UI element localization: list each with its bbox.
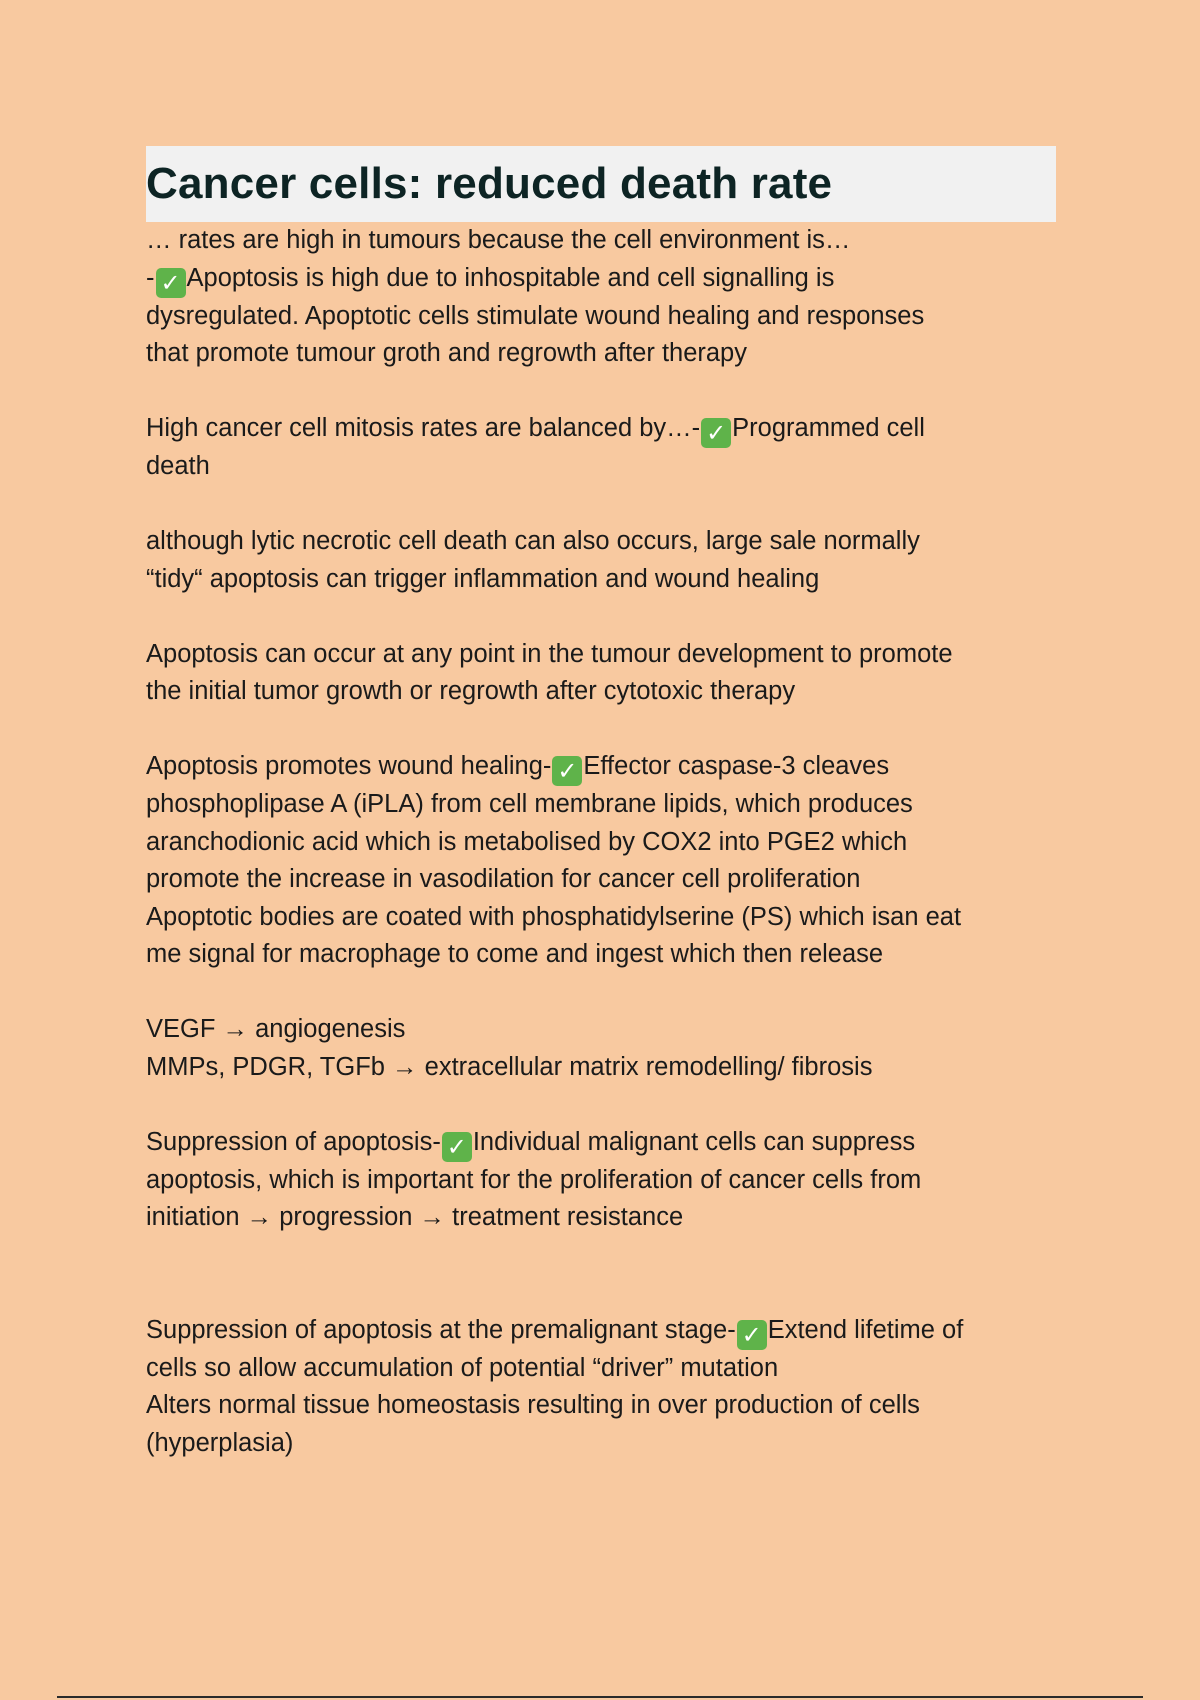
text-line <box>146 1199 1056 1237</box>
line-text-after-check: Extend lifetime of <box>767 1315 964 1344</box>
footer-divider <box>57 1696 1143 1698</box>
text-line <box>146 1049 1056 1087</box>
line-text: Apoptosis can occur at any point in the tumour development to promote <box>146 639 953 668</box>
line-text: High cancer cell mitosis rates are balanced by…- <box>146 414 701 442</box>
line-text: although lytic necrotic cell death can also occurs, large sale normally <box>146 527 920 555</box>
line-text: aranchodionic acid which is metabolised by COX2 into PGE2 which <box>146 827 908 856</box>
paragraph-block <box>146 1124 1056 1237</box>
line-text: cells so allow accumulation of potential “driver” mutation <box>146 1353 779 1382</box>
text-line <box>146 636 1056 674</box>
title-banner <box>146 146 1056 222</box>
paragraph-block <box>146 410 1056 486</box>
text-line <box>146 1425 1056 1463</box>
check-mark-icon: ✓ <box>552 756 582 786</box>
text-line <box>146 1350 1056 1388</box>
text-line <box>146 1312 1056 1350</box>
line-text: … rates are high in tumours because the cell environment is… <box>146 226 851 254</box>
text-line <box>146 786 1056 824</box>
paragraph-block <box>146 1312 1056 1463</box>
check-mark-icon: ✓ <box>156 268 186 298</box>
text-line <box>146 448 1056 486</box>
line-text: MMPs, PDGR, TGFb → extracellular matrix remodelling/ fibrosis <box>146 1052 873 1081</box>
text-line <box>146 1124 1056 1162</box>
line-text: Alters normal tissue homeostasis resulting in over production of cells <box>146 1391 920 1419</box>
paragraph-block <box>146 636 1056 711</box>
text-line <box>146 222 1056 260</box>
text-line <box>146 335 1056 373</box>
line-text: dysregulated. Apoptotic cells stimulate wound healing and responses <box>146 301 925 330</box>
text-line <box>146 1011 1056 1049</box>
line-text: that promote tumour groth and regrowth after therapy <box>146 339 747 367</box>
line-text-after-check: Apoptosis is high due to inhospitable and cell signalling is <box>186 263 835 292</box>
text-line <box>146 410 1056 448</box>
line-text: promote the increase in vasodilation for cancer cell proliferation <box>146 865 861 893</box>
paragraph-block <box>146 222 1056 373</box>
check-mark-icon: ✓ <box>442 1132 472 1162</box>
line-text: initiation → progression → treatment resistance <box>146 1203 684 1231</box>
paragraph-block <box>146 523 1056 598</box>
text-line <box>146 673 1056 711</box>
line-text: death <box>146 452 210 480</box>
text-line <box>146 561 1056 599</box>
line-text: Apoptotic bodies are coated with phosphatidylserine (PS) which isan eat <box>146 902 962 931</box>
text-line <box>146 1387 1056 1425</box>
line-text: phosphoplipase A (iPLA) from cell membrane lipids, which produces <box>146 790 913 818</box>
line-text: Suppression of apoptosis at the premalignant stage- <box>146 1315 736 1344</box>
line-text: the initial tumor growth or regrowth after cytotoxic therapy <box>146 677 796 705</box>
text-line <box>146 523 1056 561</box>
line-text-after-check: Programmed cell <box>732 414 925 442</box>
text-line <box>146 824 1056 862</box>
text-line <box>146 899 1056 937</box>
line-text: “tidy“ apoptosis can trigger inflammation and wound healing <box>146 564 820 593</box>
text-line <box>146 1162 1056 1200</box>
paragraph-block <box>146 748 1056 974</box>
document-body <box>146 222 1056 1462</box>
line-text: - <box>146 263 155 292</box>
line-text-after-check: Individual malignant cells can suppress <box>472 1127 916 1156</box>
line-text: apoptosis, which is important for the proliferation of cancer cells from <box>146 1165 922 1194</box>
text-line <box>146 748 1056 786</box>
page-title: Cancer cells: reduced death rate <box>146 159 833 208</box>
line-text: (hyperplasia) <box>146 1428 294 1457</box>
document-page <box>146 146 1056 1500</box>
line-text: VEGF → angiogenesis <box>146 1015 406 1043</box>
text-line <box>146 298 1056 336</box>
line-text: Suppression of apoptosis- <box>146 1127 441 1156</box>
text-line <box>146 936 1056 974</box>
text-line <box>146 861 1056 899</box>
line-text: Apoptosis promotes wound healing- <box>146 752 552 780</box>
check-mark-icon: ✓ <box>737 1320 767 1350</box>
line-text: me signal for macrophage to come and ingest which then release <box>146 940 884 968</box>
paragraph-block <box>146 1011 1056 1086</box>
line-text-after-check: Effector caspase-3 cleaves <box>583 752 890 780</box>
check-mark-icon: ✓ <box>701 418 731 448</box>
text-line <box>146 260 1056 298</box>
